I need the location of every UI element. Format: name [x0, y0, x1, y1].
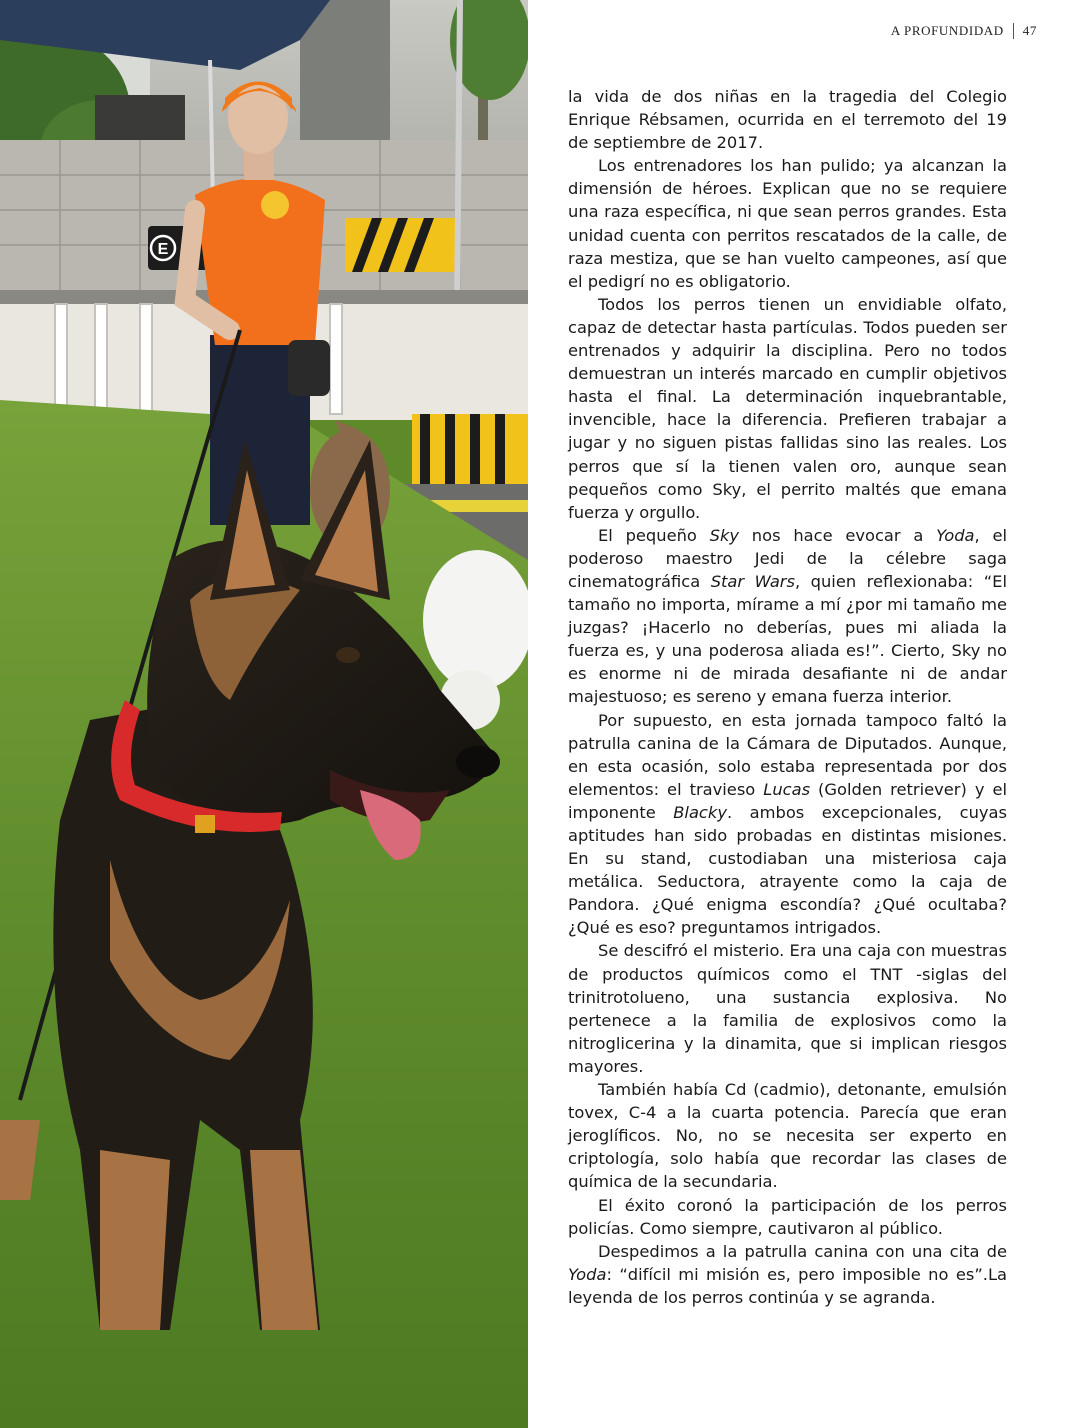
emphasized-text: Star Wars — [710, 571, 795, 591]
paragraph-text: Los entrenadores los han pulido; ya alcanzan la dimensión de héroes. Explican que no se requiere una raza específica, ni que sean perros grandes. Esta unidad cuenta con perritos rescatados de la calle, de raza mestiza, que se han vuelto campeones, así que el pedigrí no es obligatorio. — [568, 156, 1007, 291]
header-divider — [1013, 23, 1014, 39]
paragraph-text: (Golden retriever) y el imponente — [568, 779, 1007, 822]
paragraph-text: nos hace evocar a — [739, 525, 937, 545]
article-paragraph — [568, 1194, 1007, 1240]
section-title: A PROFUNDIDAD — [890, 23, 1004, 38]
article-paragraph — [568, 709, 1007, 940]
paragraph-text: : “difícil mi misión es, pero imposible no es”.La leyenda de los perros continúa y se agranda. — [568, 1264, 1007, 1307]
paragraph-text: , el poderoso maestro Jedi de la célebre saga cinematográfica — [568, 525, 1007, 591]
article-paragraph — [568, 1078, 1007, 1193]
paragraph-text: , quien reflexionaba: “El tamaño no importa, mírame a mí ¿por mi tamaño me juzgas? ¡Hacerlo no deberías, pues mi aliada la fuerza es, y una poderosa aliada es!”. Cierto, Sky no es enorme ni de mirada desafiante ni de andar majestuoso; es sereno y emana fuerza interior. — [568, 571, 1007, 707]
paragraph-text: El éxito coronó la participación de los perros policías. Como siempre, cautivaron al público. — [568, 1195, 1007, 1238]
white-poodle — [423, 550, 528, 690]
running-header — [891, 22, 1037, 40]
paragraph-text: . ambos excepcionales, cuyas aptitudes han sido probadas en distintas misiones. En su stand, custodiaban una misteriosa caja metálica. Seductora, atrayente como la caja de Pandora. ¿Qué enigma escondía? ¿Qué ocultaba? ¿Qué es eso? preguntamos intrigados. — [568, 802, 1007, 938]
emphasized-text: Sky — [709, 525, 740, 545]
page-number: 47 — [1022, 23, 1037, 38]
article-paragraph — [568, 293, 1007, 524]
paragraph-text: También había Cd (cadmio), detonante, emulsión tovex, C-4 a la cuarta potencia. Parecía que eran jeroglíficos. No, no se necesita ser experto en criptología, solo había que recordar las clases de química de la secundaria. — [568, 1080, 1007, 1192]
parking-sign-letter: E — [157, 241, 169, 258]
emphasized-text: Blacky — [673, 802, 727, 822]
paragraph-text: Se descifró el misterio. Era una caja con muestras de productos químicos como el TNT -siglas del trinitrotolueno, una sustancia explosiva. No pertenece a la familia de explosivos como la nitroglicerina y la dinamita, que si implican riesgos mayores. — [568, 941, 1007, 1076]
emphasized-text: Lucas — [763, 779, 811, 799]
article-photo — [0, 0, 528, 1428]
article-paragraph — [568, 939, 1007, 1078]
article-paragraph — [568, 154, 1007, 293]
paragraph-text: Todos los perros tienen un envidiable olfato, capaz de detectar hasta partículas. Todos pueden ser entrenados y adquirir la disciplina. Pero no todos demuestran un interés marcado en cumplir objetivos hasta el final. La determinación inquebrantable, invencible, hace la diferencia. Prefieren trabajar a jugar y no siguen pistas fallidas sino las reales. Los perros que sí la tienen valen oro, aunque sean pequeños como Sky, el perrito maltés que emana fuerza y orgullo. — [568, 294, 1007, 522]
article-paragraph — [568, 1240, 1007, 1309]
paragraph-text: la vida de dos niñas en la tragedia del Colegio Enrique Rébsamen, ocurrida en el terremoto del 19 de septiembre de 2017. — [568, 87, 1007, 153]
paragraph-text: El pequeño — [598, 525, 710, 545]
article-body — [568, 85, 1007, 1309]
dog-and-handler-illustration — [0, 0, 528, 1428]
article-paragraph — [568, 85, 1007, 154]
emphasized-text: Yoda — [568, 1264, 607, 1284]
paragraph-text: Despedimos a la patrulla canina con una cita de — [598, 1241, 1007, 1261]
paragraph-text: Por supuesto, en esta jornada tampoco faltó la patrulla canina de la Cámara de Diputados. Aunque, en esta ocasión, solo estaba representada por dos elementos: el travieso — [568, 710, 1007, 799]
article-paragraph — [568, 524, 1007, 709]
emphasized-text: Yoda — [936, 525, 975, 545]
